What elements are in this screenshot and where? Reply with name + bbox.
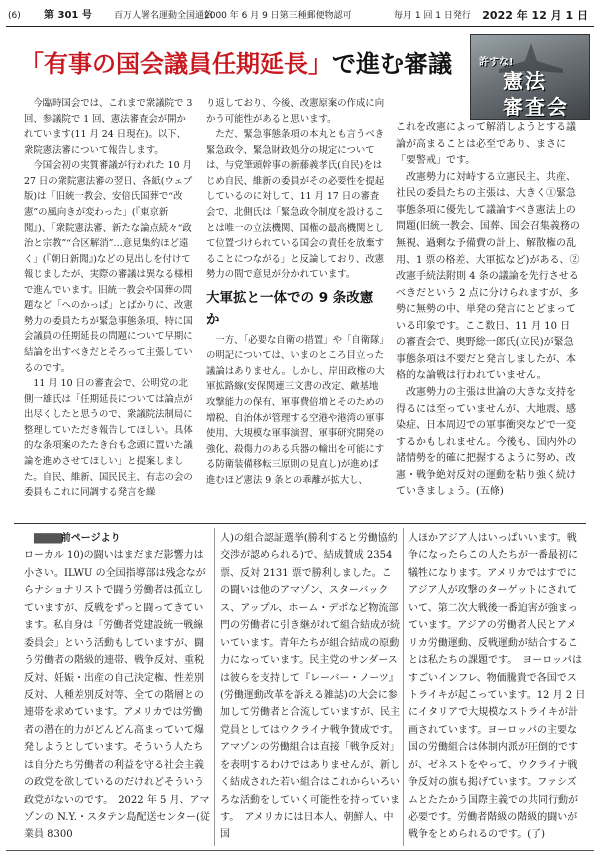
article-paragraph: 改憲勢力の主張は世論の大きな支持を得るには至っていませんが、大地震、感染症、日本周辺での軍事衝突などで一変するかもしれません。今後も、国内外の諸情勢を的確に把握するように努め、改憲・戦争絶対反対の運動を粘り強く続けていきましょう。(五條) [396, 387, 577, 498]
continued-column-1 [24, 530, 210, 844]
article-paragraph: これを改憲によって解消しようとする議論が高まることは必至であり、まさに「要警戒」です。 [396, 122, 576, 167]
continued-label [24, 530, 210, 547]
article-paragraph: 11 月 10 日の審査会で、公明党の北側一雄氏は「任期延長については論点が出尽くしたと思うので、衆議院法制局に整理していただき報告してほしい。具体的な条項案のたたき台も念頭に置いた議論を進めさせてほしい」と提案しました。自民、維新、国民民主、有志の会の委員もこれに同調する発言を繰 [24, 378, 193, 499]
logo-line-1: 許すな! [479, 57, 514, 68]
column-rule [214, 528, 215, 846]
issue-date: 2022 年 12 月 1 日 [482, 9, 588, 22]
article-paragraph: り返しており、今後、改憲原案の作成に向かう可能性があると思います。 [206, 98, 385, 125]
article-title-highlight: 「有事の国会議員任期延長」 [20, 50, 332, 78]
publication-frequency: 毎月 1 回 1 日発行 [394, 11, 471, 21]
article-column-2 [206, 96, 386, 488]
section-subheading: 大軍拡と一体での 9 条改憲か [206, 289, 374, 328]
section-divider [14, 523, 586, 524]
logo-line-3: 審査会 [503, 95, 569, 119]
page-header [6, 6, 594, 27]
article-column-1 [24, 96, 194, 501]
continued-paragraph: 人ほかアジア人はいっぱいいます。戦争になったらこの人たちが一番最初に犠牲になります。アメリカではすでにアジア人が攻撃のターゲットにされていて、第二次大戦後一番迫害が強まっています。アジアの労働者人民とアメリカ労働運動、反戦運動が結合することは私たちの課題です。 ヨーロッパはすごいインフレ、物価騰貴で各国でストライキが起こっています。12 月 2 日にイタリアで大規模なストライキが計画されています。ヨーロッパの主要な国の労働組合は体制内派が圧倒的ですが、ゼネストをやって、ウクライナ戦争反対の旗も掲げています。ファシズムとたたかう国際主義での共同行動が必要です。労働者階級の階級的闘いが戦争をとめられるのです。(了) [408, 533, 586, 841]
continued-paragraph: 人)の組合認証選挙(勝利すると労働協約交渉が認められる)で、結成賛成 2354 票、反対 2131 票で勝利しました。この闘いは他のアマゾン、スターバックス、アップル、ホーム・デポなど物流部門の労働者に引き継がれて組合結成が続いています。青年たちが組合結成の原動力になっています。民主党のサンダースは彼らを支持して『レーバー・ノーツ』(労働運動改革を訴える雑誌)の大会に参加して労働者と合流していますが、民主党員としてはウクライナ戦争賛成です。アマゾンの労働組合は直接「戦争反対」を表明するわけではありませんが、新しく結成された若い組合はこれからいろいろな活動をしていく可能性を持っています。 アメリカには日本人、朝鮮人、中国 [220, 533, 400, 841]
postal-permit: 2000 年 6 月 9 日第三種郵便物認可 [204, 11, 352, 21]
page-number: (6) [8, 11, 21, 21]
continued-column-2 [220, 530, 400, 844]
continued-bars-icon: ▇▇▇▇ [34, 533, 61, 544]
page-bottom-rule [6, 850, 594, 851]
article-column-3 [396, 120, 580, 501]
article-paragraph: 今国会初の実質審議が行われた 10 月 27 日の衆院憲法審の翌日、各紙(ウェブ版)は「旧統一教会、安倍氏国葬で“改憲”の風向きが変わった」(『東京新聞』)、「衆院憲法審、新たな論点続々“政治と宗教”“合区解消”…意見集約ほど遠く」(『朝日新聞』)などの見出しを付けて報じましたが、実際の審議は異なる様相で進んでいます。旧統一教会や国葬の問題など「へのかっぱ」とばかりに、改憲勢力の委員たちが緊急事態条項、特に国会議員の任期延長の問題について早期に結論を出すべきだとそろって主張しているのです。 [24, 160, 193, 374]
continued-label-text: 前ページより [60, 533, 121, 544]
column-rule [403, 528, 404, 846]
issue-number: 第 301 号 [44, 10, 92, 21]
continued-column-3 [408, 530, 586, 844]
article-paragraph: ただ、緊急事態条項の本丸とも言うべき緊急政令、緊急財政処分の規定については、与党筆頭幹事の新藤義孝氏(自民)をはじめ自民、維新の委員がその必要性を提起しているのに対して、11 月 17 日の審査会で、北側氏は「緊急政令制度を設けることは唯一の立法機関、国権の最高機関として位置づけられている国会の責任を放棄することにつながる」と反論しており、改憲勢力の間で意見が分かれています。 [206, 129, 385, 281]
article-paragraph: 今臨時国会では、これまで衆議院で 3 回、参議院で 1 回、憲法審査会が開かれています(11 月 24 日現在)。以下、衆院憲法審について報告します。 [24, 98, 193, 156]
publisher-name: 百万人署名運動全国通信 [114, 11, 214, 21]
article-paragraph: 一方、「必要な自衛の措置」や「自衛隊」の明記については、いまのところ目立った議論はありません。しかし、岸田政権の大軍拡路線(安保関連三文書の改定、敵基地攻撃能力の保有、軍事費倍増とそのための増税、自治体が管理する空港や港湾の軍事使用、大規模な軍事演習、軍事研究開発の強化、殺傷力のある兵器の輸出を可能にする防衛装備移転三原則の見直し)が進めば進むほど憲法 9 条との乖離が拡大し、 [206, 334, 385, 486]
continued-paragraph: ローカル 10)の闘いはまだまだ影響力は小さい。ILWU の全国指導部は残念ながらナショナリストで闘う労働者は孤立していますが、反戦をずっと闘ってきています。私自身は「労働者党建設統一戦線委員会」という活動もしていますが、闘う労働者の階級的連帯、戦争反対、重税反対、妊娠・出産の自己決定権、性差別反対、人種差別反対等、全ての階層との連帯を求めています。アメリカでは労働者の潜在的力がどんどん高まっていて爆発しようとしています。そういう人たちは自分たち労働者の利益を守る社会主義の政党を欲しているのだけれどそういう政党がないのです。 2022 年 5 月、アマゾンの N.Y.・スタテン島配送センター(従業員 8300 [24, 550, 210, 841]
article-title-rest: で進む審議 [332, 50, 452, 78]
column-logo [470, 34, 590, 120]
logo-line-2: 憲法 [503, 69, 547, 93]
article-title [20, 44, 464, 84]
article-paragraph: 改憲勢力に対峙する立憲民主、共産、社民の委員たちの主張は、大きく①緊急事態条項に優先して議論すべき憲法上の問題(旧統一教会、国葬、国会召集義務の無視、過剰な予備費の計上、解散権の乱用、1 票の格差、大軍拡など)がある、②改憲手続法附則 4 条の議論を先行させるべきだという 2 点に分けられますが、多勢に無勢の中、単発の発言にとどまっている印象です。ここ数日、11 月 10 日の審査会で、奥野総一郎氏(立民)が緊急事態条項は不要だと発言しましたが、本格的な論戦は行われていません。 [396, 171, 580, 382]
